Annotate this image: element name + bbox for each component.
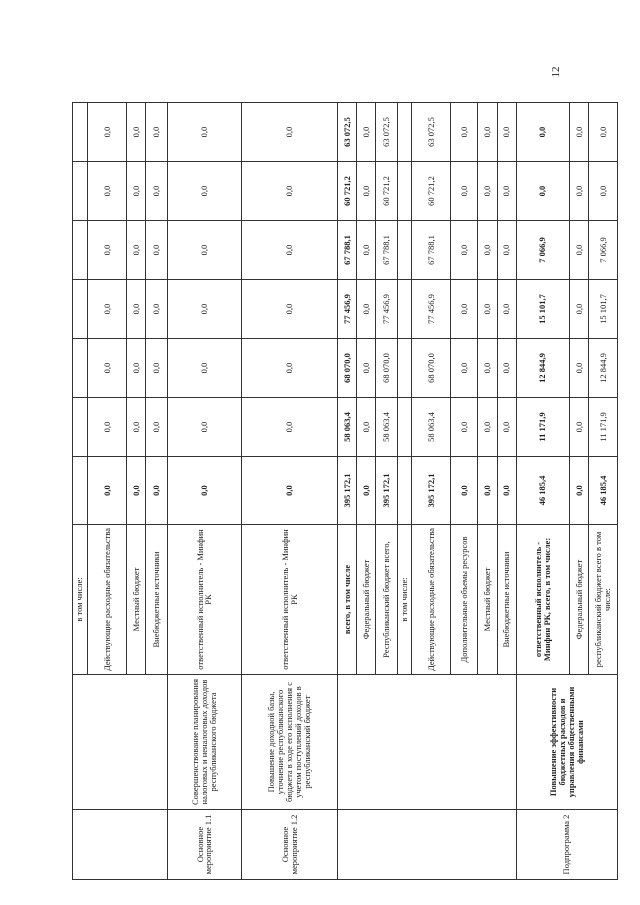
value-cell <box>397 398 412 457</box>
value-cell: 0,0 <box>497 103 516 162</box>
value-cell: 63 072,5 <box>376 103 397 162</box>
value-cell: 0,0 <box>450 162 478 221</box>
value-cell: 46 185,4 <box>516 457 569 525</box>
value-cell: 0,0 <box>478 103 497 162</box>
table-row <box>338 44 357 880</box>
value-cell: 0,0 <box>242 221 338 280</box>
value-cell: 0,0 <box>357 103 376 162</box>
value-cell <box>397 221 412 280</box>
value-cell: 60 721,2 <box>376 162 397 221</box>
status-cell-empty <box>73 810 168 880</box>
value-cell: 0,0 <box>357 339 376 398</box>
value-cell: 0,0 <box>450 339 478 398</box>
value-cell: 67 788,1 <box>412 221 450 280</box>
source-cell: Дополнительные объемы ресурсов <box>450 525 478 675</box>
value-cell: 0,0 <box>87 398 126 457</box>
status-cell: Основное мероприятие 1.2 <box>242 810 338 880</box>
value-cell: 0,0 <box>450 280 478 339</box>
value-cell: 0,0 <box>127 280 146 339</box>
value-cell: 77 456,9 <box>412 280 450 339</box>
value-cell: 60 721,2 <box>412 162 450 221</box>
value-cell: 58 063,4 <box>412 398 450 457</box>
value-cell: 0,0 <box>570 457 589 525</box>
value-cell: 0,0 <box>497 398 516 457</box>
value-cell: 0,0 <box>167 280 242 339</box>
value-cell: 0,0 <box>570 339 589 398</box>
value-cell <box>73 162 88 221</box>
value-cell: 0,0 <box>146 221 167 280</box>
value-cell: 0,0 <box>242 457 338 525</box>
value-cell: 0,0 <box>497 457 516 525</box>
value-cell: 0,0 <box>478 162 497 221</box>
value-cell: 0,0 <box>127 457 146 525</box>
value-cell: 0,0 <box>570 221 589 280</box>
value-cell: 11 171,9 <box>516 398 569 457</box>
value-cell: 0,0 <box>167 221 242 280</box>
value-cell: 0,0 <box>87 162 126 221</box>
source-cell: Действующие расходные обязательства <box>87 525 126 675</box>
table-row <box>167 44 242 880</box>
value-cell: 0,0 <box>357 457 376 525</box>
table-row <box>242 44 338 880</box>
source-cell: всего, в том числе <box>338 525 357 675</box>
value-cell: 0,0 <box>127 162 146 221</box>
status-cell: Подпрограмма 2 <box>516 810 617 880</box>
value-cell <box>73 457 88 525</box>
value-cell: 0,0 <box>87 339 126 398</box>
value-cell: 0,0 <box>167 339 242 398</box>
value-cell: 77 456,9 <box>376 280 397 339</box>
value-cell <box>73 280 88 339</box>
value-cell: 0,0 <box>242 103 338 162</box>
value-cell: 0,0 <box>146 162 167 221</box>
value-cell: 67 788,1 <box>376 221 397 280</box>
value-cell: 0,0 <box>146 457 167 525</box>
source-cell: Внебюджетные источники <box>497 525 516 675</box>
value-cell <box>73 221 88 280</box>
value-cell: 63 072,5 <box>338 103 357 162</box>
program-cell: Повышение доходной базы, уточнение республиканского бюджета в ходе его исполнения с учетом поступлений доходов в республиканский бюджет <box>242 675 338 810</box>
value-cell: 0,0 <box>127 339 146 398</box>
value-cell: 0,0 <box>478 280 497 339</box>
value-cell: 395 172,1 <box>376 457 397 525</box>
source-cell: Федеральный бюджет <box>357 525 376 675</box>
value-cell: 58 063,4 <box>338 398 357 457</box>
value-cell: 0,0 <box>242 162 338 221</box>
source-cell: в том числе: <box>73 525 88 675</box>
value-cell: 0,0 <box>570 398 589 457</box>
value-cell: 68 070,0 <box>376 339 397 398</box>
value-cell <box>397 103 412 162</box>
value-cell: 67 788,1 <box>338 221 357 280</box>
value-cell: 0,0 <box>127 221 146 280</box>
value-cell: 0,0 <box>497 221 516 280</box>
source-cell: Местный бюджет <box>478 525 497 675</box>
value-cell: 0,0 <box>167 162 242 221</box>
value-cell: 15 101,7 <box>589 280 618 339</box>
budget-table <box>72 43 618 880</box>
program-cell: Повышение эффективности бюджетных расходов и управления общественными финансами <box>516 675 617 810</box>
value-cell: 0,0 <box>167 103 242 162</box>
table-row <box>516 44 569 880</box>
value-cell: 77 456,9 <box>338 280 357 339</box>
value-cell: 0,0 <box>516 103 569 162</box>
value-cell: 7 066,9 <box>589 221 618 280</box>
value-cell: 0,0 <box>146 280 167 339</box>
value-cell: 0,0 <box>570 103 589 162</box>
value-cell: 0,0 <box>357 221 376 280</box>
source-cell: ответственный исполнитель - Минфин РК <box>242 525 338 675</box>
source-cell: республиканский бюджет всего в том числе: <box>589 525 618 675</box>
value-cell: 0,0 <box>478 457 497 525</box>
source-cell: Внебюджетные источники <box>146 525 167 675</box>
value-cell: 0,0 <box>146 339 167 398</box>
value-cell: 0,0 <box>357 398 376 457</box>
value-cell: 0,0 <box>87 280 126 339</box>
value-cell: 0,0 <box>450 457 478 525</box>
value-cell: 0,0 <box>87 221 126 280</box>
value-cell: 0,0 <box>516 162 569 221</box>
value-cell: 0,0 <box>478 221 497 280</box>
value-cell: 15 101,7 <box>516 280 569 339</box>
value-cell <box>73 398 88 457</box>
source-cell: ответственный исполнитель - Минфин РК <box>167 525 242 675</box>
value-cell: 0,0 <box>478 398 497 457</box>
status-cell-empty <box>338 810 517 880</box>
source-cell: Местный бюджет <box>127 525 146 675</box>
value-cell: 0,0 <box>357 280 376 339</box>
program-cell-empty <box>338 675 517 810</box>
value-cell: 0,0 <box>589 103 618 162</box>
value-cell: 58 063,4 <box>376 398 397 457</box>
value-cell: 0,0 <box>242 398 338 457</box>
value-cell: 0,0 <box>87 457 126 525</box>
value-cell: 0,0 <box>497 280 516 339</box>
value-cell: 60 721,2 <box>338 162 357 221</box>
value-cell: 0,0 <box>450 221 478 280</box>
source-cell: ответственный исполнитель - Минфин РК, всего, в том числе: <box>516 525 569 675</box>
value-cell: 0,0 <box>167 457 242 525</box>
source-cell: в том числе: <box>397 525 412 675</box>
page-number: 12 <box>550 66 562 78</box>
value-cell: 7 066,9 <box>516 221 569 280</box>
rotated-table-container <box>72 44 618 880</box>
value-cell: 395 172,1 <box>412 457 450 525</box>
value-cell: 0,0 <box>497 162 516 221</box>
value-cell: 0,0 <box>87 103 126 162</box>
table-row <box>73 44 88 880</box>
value-cell: 0,0 <box>450 398 478 457</box>
value-cell <box>397 280 412 339</box>
program-cell-empty <box>73 675 168 810</box>
value-cell: 0,0 <box>127 398 146 457</box>
value-cell: 0,0 <box>570 162 589 221</box>
value-cell: 395 172,1 <box>338 457 357 525</box>
value-cell <box>73 339 88 398</box>
value-cell: 0,0 <box>146 398 167 457</box>
value-cell: 11 171,9 <box>589 398 618 457</box>
value-cell: 0,0 <box>570 280 589 339</box>
value-cell: 0,0 <box>478 339 497 398</box>
status-cell: Основное мероприятие 1.1 <box>167 810 242 880</box>
value-cell: 68 070,0 <box>412 339 450 398</box>
value-cell <box>397 162 412 221</box>
value-cell: 68 070,0 <box>338 339 357 398</box>
value-cell: 12 844,9 <box>516 339 569 398</box>
value-cell: 0,0 <box>357 162 376 221</box>
value-cell: 0,0 <box>450 103 478 162</box>
value-cell: 0,0 <box>242 339 338 398</box>
value-cell: 0,0 <box>242 280 338 339</box>
program-cell: Совершенствование планирования налоговых и неналоговых доходов республиканского бюджета <box>167 675 242 810</box>
source-cell: Действующие расходные обязательства <box>412 525 450 675</box>
source-cell: Федеральный бюджет <box>570 525 589 675</box>
value-cell: 0,0 <box>127 103 146 162</box>
value-cell <box>73 103 88 162</box>
value-cell: 63 072,5 <box>412 103 450 162</box>
value-cell: 0,0 <box>146 103 167 162</box>
value-cell <box>397 457 412 525</box>
value-cell: 46 185,4 <box>589 457 618 525</box>
value-cell: 0,0 <box>589 162 618 221</box>
value-cell <box>397 339 412 398</box>
value-cell: 0,0 <box>497 339 516 398</box>
value-cell: 12 844,9 <box>589 339 618 398</box>
scan-mark <box>8 10 9 11</box>
value-cell: 0,0 <box>167 398 242 457</box>
source-cell: Республиканский бюджет всего, <box>376 525 397 675</box>
